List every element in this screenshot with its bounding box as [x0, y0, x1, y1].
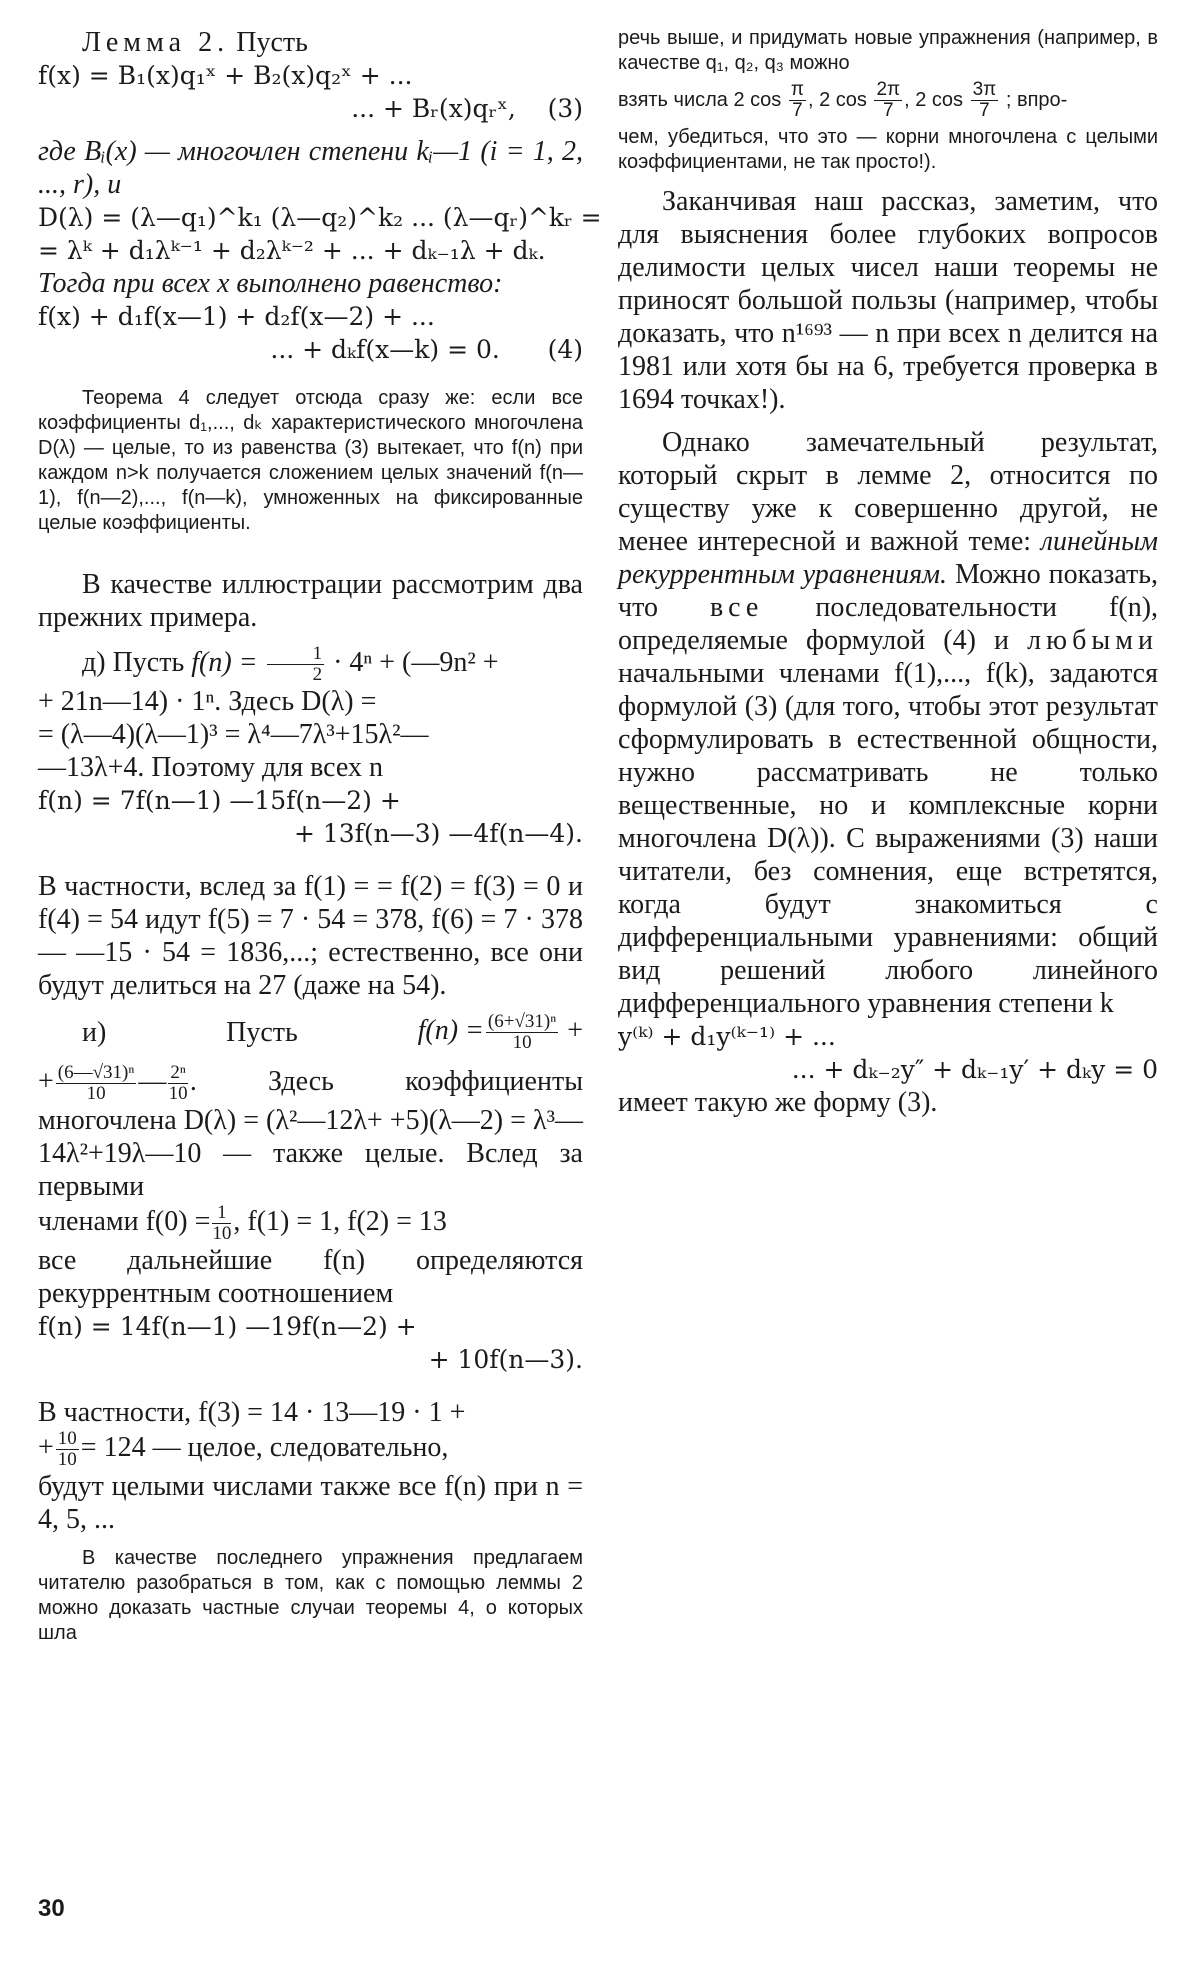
- example-d-line4: —13λ+4. Поэтому для всех n: [38, 752, 383, 783]
- example-i-f: f(n) =: [417, 1014, 484, 1046]
- exercise-continuation-1: речь выше, и придумать новые упражнения (например, в качестве q₁, q₂, q₃ можно: [618, 27, 1158, 74]
- example-i-rec1: f(n) = 14f(n—1) —19f(n—2) +: [38, 1312, 417, 1341]
- example-i-label: и): [82, 1017, 107, 1048]
- right-column: [618, 26, 1158, 1119]
- example-i-line1: и) Пусть f(n) = $\frac{\text{(6+√31)ⁿ}}{10}$ +: [82, 1011, 583, 1053]
- example-d-rec2: + 13f(n—3) —4f(n—4).: [293, 819, 583, 848]
- lemma-formula-line2: [38, 92, 583, 125]
- emphasis-all: все: [709, 592, 764, 623]
- exercise-continuation-3: чем, убедиться, что это — корни многочлена с целыми коэффициентами, не так просто!).: [618, 126, 1158, 173]
- example-d-line3: = (λ—4)(λ—1)³ = λ⁴—7λ³+15λ²—: [38, 719, 429, 750]
- example-i-subsequent: все дальнейшие f(n) определяются рекуррентным соотношением: [38, 1245, 583, 1309]
- example-d-rec1: f(n) = 7f(n—1) —15f(n—2) +: [38, 786, 401, 815]
- fraction-f0: $\frac{1}{10}$: [212, 1202, 232, 1244]
- lemma-poly-line2: = λᵏ + d₁λᵏ⁻¹ + d₂λᵏ⁻² + ... + dₖ₋₁λ + dₖ.: [38, 236, 546, 265]
- remarkable-paragraph: Однако замечательный результат, который скрыт в лемме 2, относится по существу уже к совершенно другой, не менее интересной и важной теме: линейным рекуррентным уравнениям. Можно показать, что все последовательности f(n), определяемые формулой (4) и любыми начальными членами f(1),..., f(k), задаются формулой (3) (для того, чтобы этот результат сформулировать в естественной общности, нужно рассматривать не только вещественные, но и комплексные корни многочлена D(λ)). С выражениями (3) наши читатели, без сомнения, еще встретятся, когда будут знакомиться с дифференциальными уравнениями: общий вид решений любого линейного дифференциального уравнения степени k: [618, 427, 1159, 1019]
- fraction-3pi-7: $\frac{3\pi}{7}$: [972, 79, 997, 121]
- example-i-here: Здесь коэффициенты многочлена D(λ) = (λ²—12λ+ +5)(λ—2) = λ³—14λ²+19λ—10 — также целые. Вслед за первыми: [38, 1065, 584, 1202]
- conclusion-paragraph: Заканчивая наш рассказ, заметим, что для выяснения более глубоких вопросов делимости целых чисел наши теоремы не приносят большой пользы (например, чтобы доказать, что n¹⁶⁹³ — n при всех n делится на 1981 или хотя бы на 6, требуется проверка в 1694 точках!).: [618, 186, 1158, 415]
- example-d-particular: В частности, вслед за f(1) = = f(2) = f(3) = 0 и f(4) = 54 идут f(5) = 7 · 54 = 378, f(6) = 7 · 378— —15 · 54 = 1836,...; естественно, все они будут делиться на 27 (даже на 54).: [38, 871, 583, 1001]
- fraction-half: $\frac{1}{2}$: [267, 644, 325, 685]
- lemma-title: Лемма 2.: [82, 27, 230, 58]
- last-exercise: В качестве последнего упражнения предлагаем читателю разобраться в том, как с помощью леммы 2 можно доказать частные случаи теоремы 4, о которых шла: [38, 1547, 583, 1644]
- eq4-tail: ... + dₖf(x—k) = 0.: [270, 335, 500, 364]
- example-d-rest: · 4ⁿ + (—9n² +: [333, 646, 499, 678]
- formula-number-4: (4): [547, 335, 583, 364]
- lemma-formula-line1: f(x) = B₁(x)q₁ˣ + B₂(x)q₂ˣ + ...: [38, 61, 413, 90]
- exercise-continuation-2: взять числа 2 cos $\frac{\pi}{7}$ , 2 cos $\frac{2\pi}{7}$ , 2 cos $\frac{3\pi}{7}$ ; впро-: [618, 79, 1068, 121]
- example-i-members: членами f(0) = $\frac{1}{10}$ , f(1) = 1, f(2) = 13: [38, 1202, 447, 1244]
- fraction-10-10: $\frac{10}{10}$: [57, 1428, 77, 1470]
- example-d-line2: + 21n—14) · 1ⁿ. Здесь D(λ) =: [38, 686, 377, 717]
- fraction-2pi-7: $\frac{2\pi}{7}$: [876, 79, 901, 121]
- example-i-particular1: В частности, f(3) = 14 · 13—19 · 1 +: [38, 1397, 466, 1428]
- example-d-line1: [38, 644, 583, 685]
- example-i-particular2: + $\frac{10}{10}$ = 124 — целое, следовательно,: [38, 1428, 449, 1470]
- fraction-pi-7: $\frac{\pi}{7}$: [790, 79, 804, 121]
- lemma-then-text: Тогда при всех x выполнено равенство:: [38, 268, 503, 299]
- example-i-rec2: + 10f(n—3).: [428, 1345, 583, 1374]
- lemma-intro: [38, 26, 583, 59]
- illustration-intro: В качестве иллюстрации рассмотрим два прежних примера.: [38, 569, 583, 633]
- theorem-note: Теорема 4 следует отсюда сразу же: если все коэффициенты d₁,..., dₖ характеристического многочлена D(λ) — целые, то из равенства (3) вытекает, что f(n) при каждом n>k получается сложением целых значений f(n—1), f(n—2),..., f(n—k), умноженных на фиксированные целые коэффициенты.: [38, 387, 583, 534]
- emphasis-linear-recurrent: линейным рекуррентным уравнениям.: [618, 526, 1158, 590]
- emphasis-any: любыми: [1027, 625, 1158, 656]
- diff-eq-line1: y⁽ᵏ⁾ + d₁y⁽ᵏ⁻¹⁾ + ...: [618, 1022, 836, 1051]
- diff-eq-line2: ... + dₖ₋₂y″ + dₖ₋₁y′ + dₖy = 0: [791, 1055, 1158, 1084]
- lemma-intro-word: Пусть: [236, 27, 308, 58]
- example-i-particular3: будут целыми числами также все f(n) при n = 4, 5, ...: [38, 1471, 583, 1535]
- example-d-f: f(n) =: [191, 646, 258, 678]
- fraction-sqrt31-plus: $\frac{\text{(6+√31)ⁿ}}{10}$: [487, 1011, 557, 1053]
- formula-tail: ... + Bᵣ(x)qᵣˣ,: [351, 94, 516, 123]
- same-form-sentence: имеет такую же форму (3).: [618, 1087, 938, 1118]
- fraction-sqrt31-minus: $\frac{\text{(6—√31)ⁿ}}{10}$: [57, 1062, 135, 1104]
- example-d-label: д) Пусть: [82, 646, 185, 678]
- lemma-where-text: где Bᵢ(x) — многочлен степени kᵢ—1 (i = 1, 2, ..., r), и: [38, 136, 583, 200]
- formula-number-3: (3): [547, 94, 583, 123]
- fraction-2n: $\frac{\text{2ⁿ}}{10}$: [168, 1062, 188, 1104]
- page-number: 30: [38, 1895, 65, 1922]
- eq4-line1: f(x) + d₁f(x—1) + d₂f(x—2) + ...: [38, 302, 435, 331]
- eq4-line2: [38, 333, 583, 366]
- lemma-poly-line1: D(λ) = (λ—q₁)^k₁ (λ—q₂)^k₂ ... (λ—qᵣ)^kᵣ =: [38, 203, 602, 232]
- example-i-line2: + $\frac{\text{(6—√31)ⁿ}}{10}$ — $\frac{\text{2ⁿ}}{10}$ . Здесь коэффициенты многочлена D(λ) = (λ²—12λ+ +5)(λ—2) = λ³—14λ²+19λ—10 — также целые. Вслед за первыми: [38, 1062, 584, 1202]
- left-column: [38, 26, 602, 1646]
- example-i-pusty: Пусть: [226, 1017, 298, 1048]
